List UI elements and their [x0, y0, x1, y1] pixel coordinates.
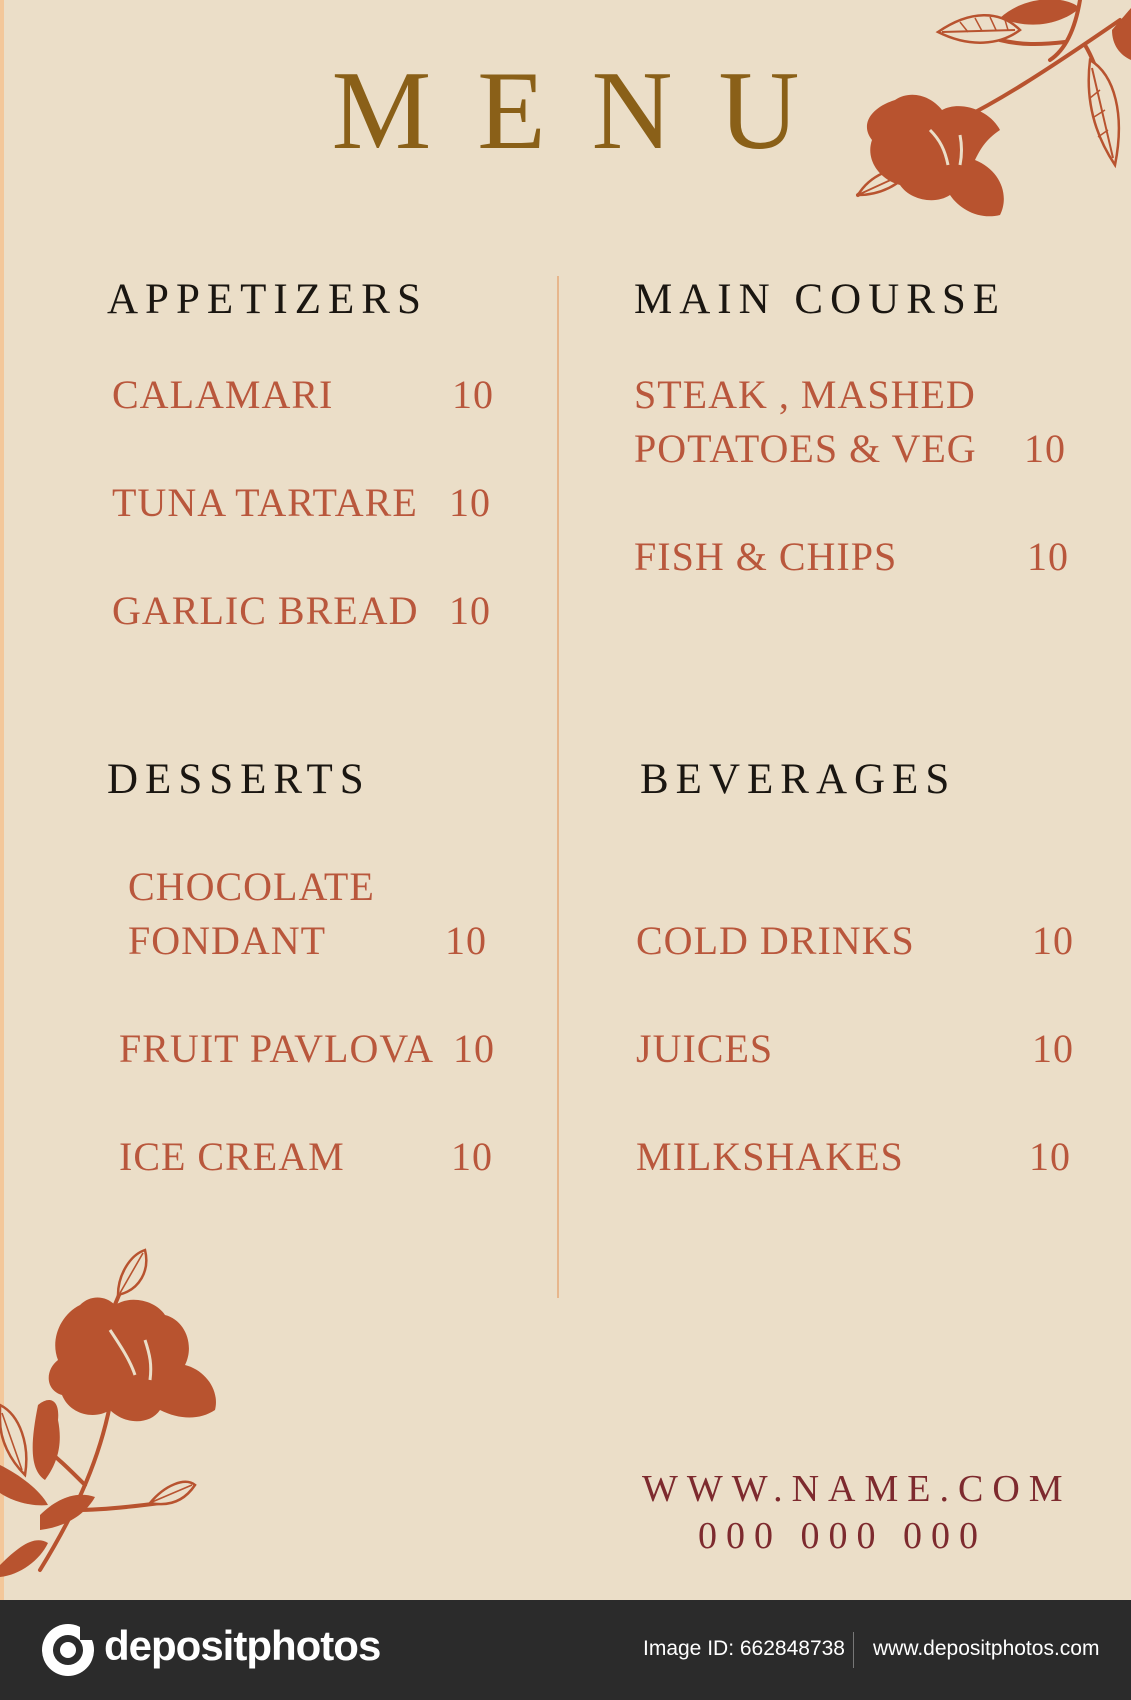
watermark-brand: depositphotos: [104, 1622, 381, 1669]
menu-title: MENU: [331, 49, 846, 173]
menu-item-name: GARLIC BREAD: [112, 588, 419, 633]
menu-item-price: 10: [1032, 918, 1074, 963]
menu-item-price: 10: [453, 1026, 495, 1071]
menu-item-name: FRUIT PAVLOVA: [119, 1026, 434, 1071]
menu-item-name: MILKSHAKES: [636, 1134, 904, 1179]
menu-item-name: COLD DRINKS: [636, 918, 915, 963]
menu-item-price: 10: [449, 480, 491, 525]
flower-bottom-left-icon: [0, 1245, 250, 1600]
watermark-bar: [0, 1600, 1131, 1700]
menu-item-price: 10: [445, 918, 487, 963]
menu-item-name: JUICES: [636, 1026, 774, 1071]
menu-item-price: 10: [1029, 1134, 1071, 1179]
menu-item-price: 10: [449, 588, 491, 633]
phone-number: 000 000 000: [698, 1515, 987, 1557]
watermark-image-id: Image ID: 662848738: [643, 1637, 845, 1660]
watermark-separator: [853, 1632, 854, 1668]
depositphotos-logo-icon: [40, 1622, 96, 1678]
main-course-heading: MAIN COURSE: [634, 276, 1007, 323]
menu-item-price: 10: [451, 1134, 493, 1179]
column-divider: [557, 276, 559, 1298]
menu-item-name: TUNA TARTARE: [112, 480, 418, 525]
menu-item-name-line1: STEAK , MASHED: [634, 372, 976, 417]
beverages-heading: BEVERAGES: [640, 756, 957, 803]
menu-item-price: 10: [1024, 426, 1066, 471]
menu-item-name: ICE CREAM: [119, 1134, 345, 1179]
menu-item-name: FISH & CHIPS: [634, 534, 898, 579]
menu-item-name-line2: FONDANT: [128, 918, 327, 963]
menu-item-price: 10: [1032, 1026, 1074, 1071]
appetizers-heading: APPETIZERS: [107, 276, 428, 323]
menu-item-price: 10: [452, 372, 494, 417]
menu-item-name-line2: POTATOES & VEG: [634, 426, 977, 471]
menu-item-price: 10: [1027, 534, 1069, 579]
desserts-heading: DESSERTS: [107, 756, 371, 803]
watermark-site-link[interactable]: www.depositphotos.com: [873, 1637, 1100, 1660]
menu-item-name-line1: CHOCOLATE: [128, 864, 375, 909]
website-link[interactable]: WWW.NAME.COM: [642, 1468, 1072, 1510]
menu-item-name: CALAMARI: [112, 372, 334, 417]
